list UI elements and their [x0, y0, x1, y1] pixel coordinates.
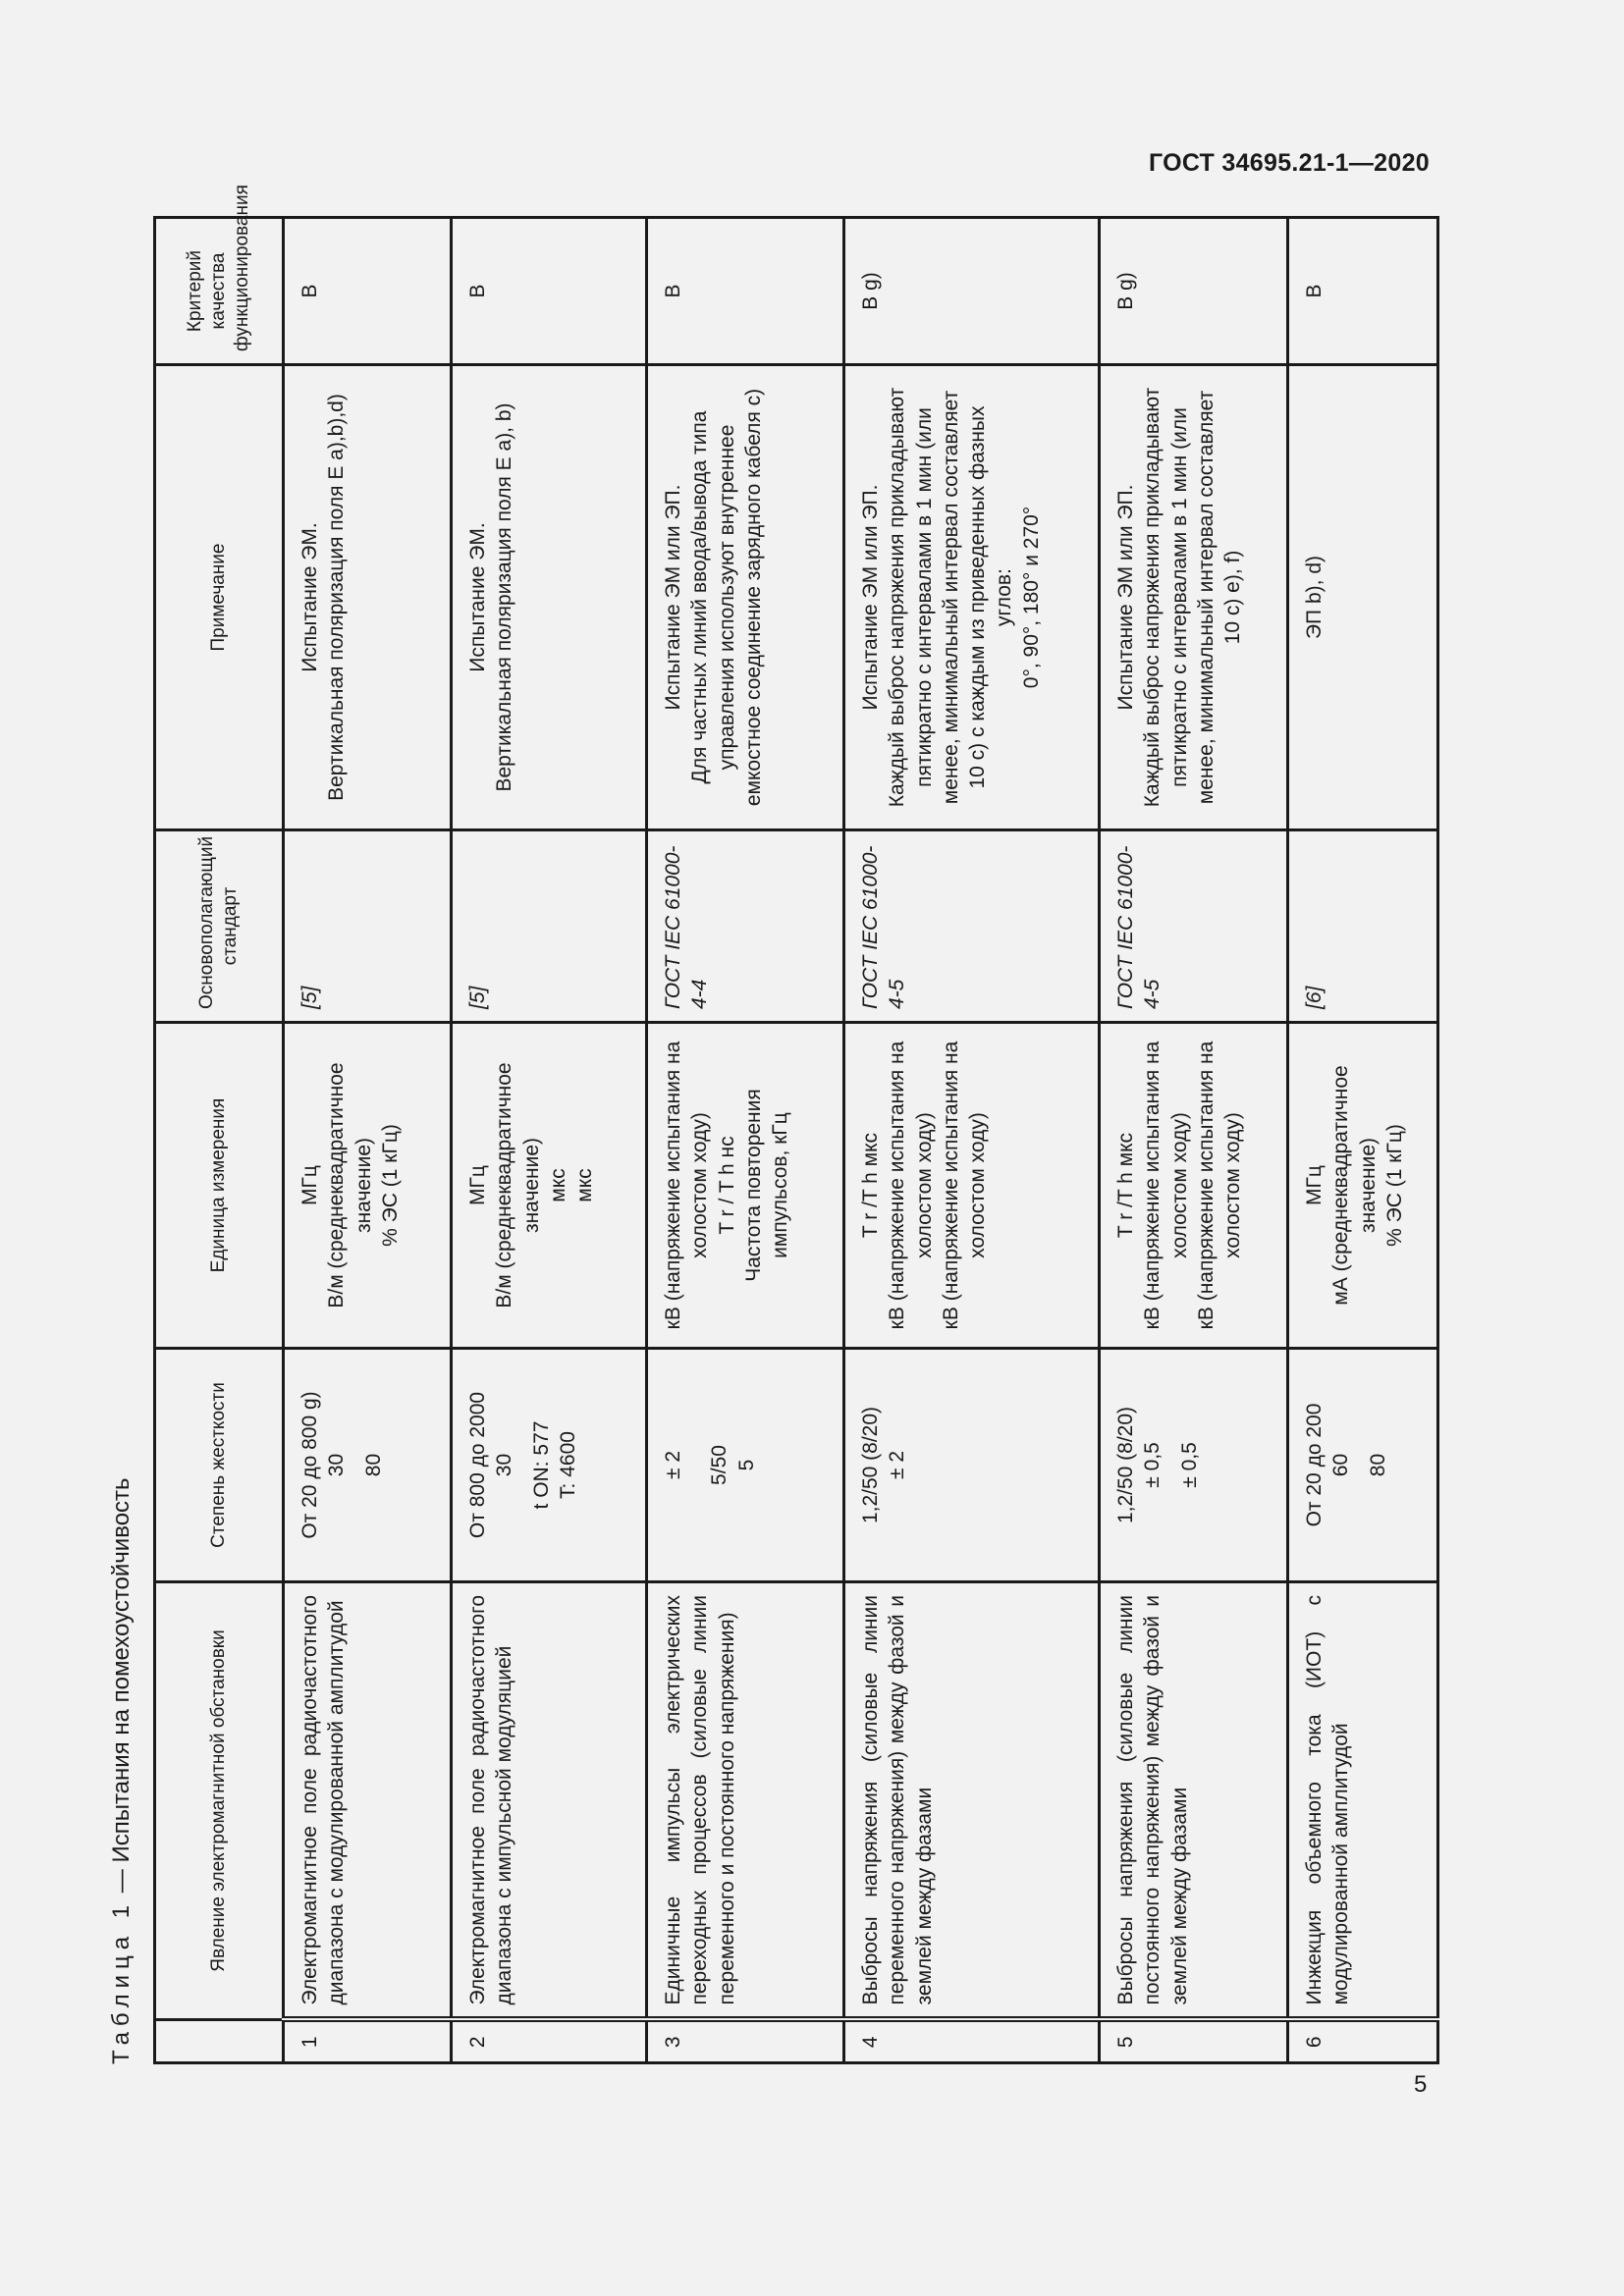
degree-cell [1288, 1349, 1438, 1582]
header-num [155, 2020, 284, 2063]
criterion-cell: В g) [1100, 218, 1288, 365]
standard-cell: [5] [284, 830, 452, 1023]
standard-cell: [5] [452, 830, 647, 1023]
unit-cell [284, 1023, 452, 1349]
note-cell [452, 365, 647, 830]
standard-cell: ГОСТ IEC 61000-4-4 [647, 830, 844, 1023]
table-row [1100, 218, 1288, 2063]
unit-line: кВ (напряжение испытания на холостом ходу) [1194, 1041, 1245, 1330]
unit-line: кВ (напряжение испытания на холостом ходу) [662, 1041, 712, 1330]
row-number: 5 [1100, 2020, 1288, 2063]
phenomenon-cell: Выбросы напряжения (силовые линии постоянного напряжения) между фазой и землей между фазами [1100, 1582, 1288, 2020]
table-row [844, 218, 1100, 2063]
header-unit: Единица измерения [155, 1023, 284, 1349]
table-row [452, 218, 647, 2063]
note-line: ЭП b), d) [1303, 555, 1326, 640]
unit-cell [1288, 1023, 1438, 1349]
table-caption [108, 1477, 135, 2064]
phenomenon-cell: Единичные импульсы электрических переходных процессов (силовые линии переменного и постоянного напряжения) [647, 1582, 844, 2020]
table-row [284, 218, 452, 2063]
note-cell [284, 365, 452, 830]
unit-line: % ЭС (1 кГц) [1382, 1124, 1406, 1247]
immunity-tests-table [153, 185, 1439, 2064]
degree-cell [647, 1349, 844, 1582]
unit-line: Частота повторения импульсов, кГц [741, 1089, 792, 1282]
degree-line: ± 2 [886, 1450, 909, 1480]
note-line: Испытание ЭМ или ЭП. [1114, 484, 1137, 711]
note-line: 0°, 90°, 180° и 270° [1019, 506, 1043, 689]
degree-cell [844, 1349, 1100, 1582]
note-cell [1288, 365, 1438, 830]
standard-cell: [6] [1288, 830, 1438, 1023]
note-line: Вертикальная поляризация поля E a),b),d) [325, 394, 349, 801]
unit-cell [647, 1023, 844, 1349]
unit-cell [844, 1023, 1100, 1349]
degree-line: 80 [361, 1453, 385, 1477]
unit-cell [452, 1023, 647, 1349]
degree-line: 1,2/50 (8/20) [859, 1406, 882, 1524]
unit-line: % ЭС (1 кГц) [378, 1124, 402, 1247]
criterion-cell: В [284, 218, 452, 365]
row-number: 2 [452, 2020, 647, 2063]
unit-line: кВ (напряжение испытания на холостом ходу) [886, 1041, 936, 1330]
degree-line: t ON: 577 [529, 1420, 553, 1510]
unit-line: кВ (напряжение испытания на холостом ходу) [939, 1041, 990, 1330]
row-number: 4 [844, 2020, 1100, 2063]
unit-line: мА (среднеквадратичное значение) [1329, 1065, 1380, 1306]
unit-line: T r /T h мкс [1114, 1132, 1137, 1239]
degree-line: ± 0,5 [1141, 1442, 1164, 1488]
unit-line: В/м (среднеквадратичное значение) [325, 1062, 375, 1308]
degree-line: ± 2 [662, 1450, 684, 1480]
degree-line: 60 [1329, 1453, 1353, 1477]
table-row [1288, 218, 1438, 2063]
degree-line: От 800 до 2000 [466, 1391, 489, 1539]
header-phenomenon: Явление электромагнитной обстановки [155, 1582, 284, 2020]
header-criterion: Критерий качества функционирования [155, 218, 284, 365]
criterion-cell: В [452, 218, 647, 365]
phenomenon-cell: Электромагнитное поле радиочастотного диапазона с импульсной модуляцией [452, 1582, 647, 2020]
header-standard: Основополагающий стандарт [155, 830, 284, 1023]
unit-line: мкс [573, 1168, 597, 1202]
unit-line: T r / T h нс [715, 1136, 738, 1235]
criterion-cell: В [647, 218, 844, 365]
degree-line: T: 4600 [556, 1431, 579, 1499]
unit-line: мкс [546, 1168, 569, 1202]
criterion-cell: В [1288, 218, 1438, 365]
table-row [647, 218, 844, 2063]
row-number: 1 [284, 2020, 452, 2063]
note-line: Испытание ЭМ или ЭП. [859, 484, 882, 711]
note-line: Испытание ЭМ. [466, 522, 489, 672]
standard-cell: ГОСТ IEC 61000-4-5 [1100, 830, 1288, 1023]
degree-line: 5 [734, 1459, 758, 1471]
phenomenon-cell: Электромагнитное поле радиочастотного диапазона с модулированной амплитудой [284, 1582, 452, 2020]
unit-line: кВ (напряжение испытания на холостом ходу) [1141, 1041, 1191, 1330]
standard-cell: ГОСТ IEC 61000-4-5 [844, 830, 1100, 1023]
unit-line: МГц [298, 1165, 321, 1205]
phenomenon-cell: Выбросы напряжения (силовые линии переменного напряжения) между фазой и землей между фазами [844, 1582, 1100, 2020]
unit-line: T r /T h мкс [859, 1132, 882, 1239]
note-line: Испытание ЭМ. [298, 522, 321, 672]
unit-line: В/м (среднеквадратичное значение) [493, 1062, 543, 1308]
degree-cell [284, 1349, 452, 1582]
note-cell [647, 365, 844, 830]
degree-line: 5/50 [708, 1445, 731, 1485]
note-line: Для частных линий ввода/вывода типа управления используют внутреннее емкостное соединение зарядного кабеля c) [688, 388, 765, 807]
note-line: Каждый выброс напряжения прикладывают пятикратно с интервалами в 1 мин (или менее, минимальный интервал составляет 10 с) e), f) [1141, 387, 1245, 808]
note-line: Вертикальная поляризация поля E a), b) [493, 402, 516, 792]
note-line: Испытание ЭМ или ЭП. [662, 484, 684, 711]
degree-line: 30 [493, 1453, 516, 1477]
unit-line: МГц [466, 1165, 489, 1205]
row-number: 6 [1288, 2020, 1438, 2063]
header-degree: Степень жесткости [155, 1349, 284, 1582]
degree-cell [452, 1349, 647, 1582]
rotated-table-block [108, 185, 1406, 2064]
document-code: ГОСТ 34695.21-1—2020 [1148, 149, 1430, 177]
degree-line: От 20 до 800 g) [298, 1391, 321, 1539]
degree-line: 80 [1366, 1453, 1389, 1477]
unit-line: МГц [1303, 1165, 1326, 1205]
note-cell [1100, 365, 1288, 830]
degree-line: 30 [325, 1453, 349, 1477]
unit-cell [1100, 1023, 1288, 1349]
phenomenon-cell: Инжекция объемного тока (ИОТ) с модулированной амплитудой [1288, 1582, 1438, 2020]
table-header-row [155, 218, 284, 2063]
criterion-cell: В g) [844, 218, 1100, 365]
row-number: 3 [647, 2020, 844, 2063]
degree-line: 1,2/50 (8/20) [1114, 1406, 1137, 1524]
table-caption-text: — Испытания на помехоустойчивость [108, 1477, 135, 1899]
note-cell [844, 365, 1100, 830]
degree-line: ± 0,5 [1177, 1442, 1201, 1488]
table-caption-label: Таблица 1 [108, 1898, 135, 2064]
header-note: Примечание [155, 365, 284, 830]
degree-line: От 20 до 200 [1303, 1403, 1326, 1527]
degree-cell [1100, 1349, 1288, 1582]
note-line: Каждый выброс напряжения прикладывают пятикратно с интервалами в 1 мин (или менее, минимальный интервал составляет 10 с) с каждым из приведенных фазных углов: [886, 387, 1016, 808]
page-number: 5 [1414, 2071, 1428, 2098]
